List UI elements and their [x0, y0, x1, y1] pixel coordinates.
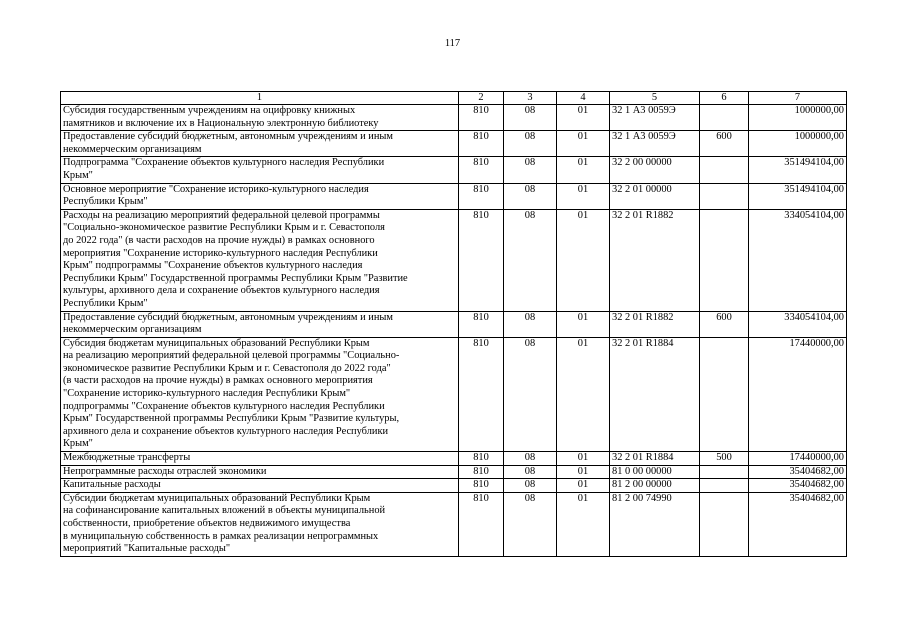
row-target-article: 81 0 00 00000: [610, 465, 700, 479]
row-target-article: 81 2 00 74990: [610, 492, 700, 556]
row-description: Субсидии бюджетам муниципальных образований Республики Крым на софинансирование капитальных вложений в объекты муниципальной собственности, приобретение объектов недвижимого имущества в муниципальную собственность в рамках реализации непрограммных мероприятий "Капитальные расходы": [61, 492, 459, 556]
table-row: [61, 465, 847, 479]
row-grbs: 810: [459, 209, 504, 311]
row-target-article: 81 2 00 00000: [610, 479, 700, 493]
row-section: 08: [504, 479, 557, 493]
row-section: 08: [504, 131, 557, 157]
row-target-article: 32 2 01 R1882: [610, 209, 700, 311]
table-header-row: [61, 92, 847, 105]
row-section: 08: [504, 337, 557, 451]
header-col-6: 6: [700, 92, 749, 105]
table-row: [61, 105, 847, 131]
table-row: [61, 183, 847, 209]
row-target-article: 32 1 А3 0059Э: [610, 131, 700, 157]
table-row: [61, 479, 847, 493]
row-sum: 1000000,00: [749, 131, 847, 157]
row-expense-type: [700, 465, 749, 479]
row-grbs: 810: [459, 465, 504, 479]
header-col-5: 5: [610, 92, 700, 105]
table-row: [61, 337, 847, 451]
row-subsection: 01: [557, 157, 610, 183]
budget-table: [60, 91, 847, 557]
row-sum: 334054104,00: [749, 311, 847, 337]
row-sum: 35404682,00: [749, 465, 847, 479]
row-section: 08: [504, 105, 557, 131]
row-target-article: 32 2 01 R1884: [610, 452, 700, 466]
row-section: 08: [504, 311, 557, 337]
row-section: 08: [504, 209, 557, 311]
row-description: Субсидия бюджетам муниципальных образований Республики Крым на реализацию мероприятий федеральной целевой программы "Социально- экономическое развитие Республики Крым и г. Севастополя до 2022 года" (в части расходов на прочие нужды) в рамках основного мероприятия "Сохранение историко-культурного наследия Республики Крым" подпрограммы "Сохранение объектов культурного наследия Республики Крым" Государственной программы Республики Крым "Развитие культуры, архивного дела и сохранение объектов культурного наследия Республики Крым": [61, 337, 459, 451]
row-target-article: 32 1 А3 0059Э: [610, 105, 700, 131]
row-sum: 351494104,00: [749, 157, 847, 183]
row-section: 08: [504, 157, 557, 183]
row-target-article: 32 2 01 R1884: [610, 337, 700, 451]
table-row: [61, 131, 847, 157]
row-subsection: 01: [557, 105, 610, 131]
row-grbs: 810: [459, 452, 504, 466]
row-sum: 35404682,00: [749, 479, 847, 493]
row-subsection: 01: [557, 479, 610, 493]
row-subsection: 01: [557, 209, 610, 311]
header-col-1: 1: [61, 92, 459, 105]
row-section: 08: [504, 183, 557, 209]
row-description: Подпрограмма "Сохранение объектов культурного наследия Республики Крым": [61, 157, 459, 183]
row-description: Расходы на реализацию мероприятий федеральной целевой программы "Социально-экономическое развитие Республики Крым и г. Севастополя до 2022 года" (в части расходов на прочие нужды) в рамках основного мероприятия "Сохранение историко-культурного наследия Республики Крым" подпрограммы "Сохранение объектов культурного наследия Республики Крым" Государственной программы Республики Крым "Развитие культуры, архивного дела и сохранение объектов культурного наследия Республики Крым": [61, 209, 459, 311]
header-col-2: 2: [459, 92, 504, 105]
row-subsection: 01: [557, 311, 610, 337]
row-grbs: 810: [459, 492, 504, 556]
row-target-article: 32 2 01 00000: [610, 183, 700, 209]
row-expense-type: 500: [700, 452, 749, 466]
row-subsection: 01: [557, 452, 610, 466]
row-description: Межбюджетные трансферты: [61, 452, 459, 466]
row-expense-type: [700, 157, 749, 183]
row-section: 08: [504, 492, 557, 556]
row-grbs: 810: [459, 131, 504, 157]
row-expense-type: [700, 492, 749, 556]
table-row: [61, 209, 847, 311]
header-col-7: 7: [749, 92, 847, 105]
row-grbs: 810: [459, 337, 504, 451]
row-sum: 17440000,00: [749, 452, 847, 466]
row-grbs: 810: [459, 183, 504, 209]
row-sum: 351494104,00: [749, 183, 847, 209]
page-number: 117: [444, 38, 461, 49]
row-subsection: 01: [557, 183, 610, 209]
table-row: [61, 452, 847, 466]
row-grbs: 810: [459, 479, 504, 493]
row-description: Предоставление субсидий бюджетным, автономным учреждениям и иным некоммерческим организациям: [61, 131, 459, 157]
row-sum: 35404682,00: [749, 492, 847, 556]
header-col-3: 3: [504, 92, 557, 105]
row-section: 08: [504, 452, 557, 466]
row-expense-type: [700, 479, 749, 493]
row-expense-type: [700, 209, 749, 311]
table-row: [61, 157, 847, 183]
row-grbs: 810: [459, 311, 504, 337]
table-row: [61, 492, 847, 556]
row-description: Непрограммные расходы отраслей экономики: [61, 465, 459, 479]
table-row: [61, 311, 847, 337]
row-sum: 334054104,00: [749, 209, 847, 311]
row-description: Субсидия государственным учреждениям на оцифровку книжных памятников и включение их в Национальную электронную библиотеку: [61, 105, 459, 131]
row-description: Капитальные расходы: [61, 479, 459, 493]
row-expense-type: [700, 105, 749, 131]
row-target-article: 32 2 01 R1882: [610, 311, 700, 337]
row-subsection: 01: [557, 131, 610, 157]
row-expense-type: 600: [700, 311, 749, 337]
row-subsection: 01: [557, 465, 610, 479]
row-subsection: 01: [557, 337, 610, 451]
header-col-4: 4: [557, 92, 610, 105]
row-description: Предоставление субсидий бюджетным, автономным учреждениям и иным некоммерческим организациям: [61, 311, 459, 337]
row-expense-type: [700, 183, 749, 209]
row-expense-type: [700, 337, 749, 451]
row-sum: 1000000,00: [749, 105, 847, 131]
row-grbs: 810: [459, 105, 504, 131]
row-grbs: 810: [459, 157, 504, 183]
row-sum: 17440000,00: [749, 337, 847, 451]
row-description: Основное мероприятие "Сохранение историко-культурного наследия Республики Крым": [61, 183, 459, 209]
row-target-article: 32 2 00 00000: [610, 157, 700, 183]
row-expense-type: 600: [700, 131, 749, 157]
row-subsection: 01: [557, 492, 610, 556]
row-section: 08: [504, 465, 557, 479]
